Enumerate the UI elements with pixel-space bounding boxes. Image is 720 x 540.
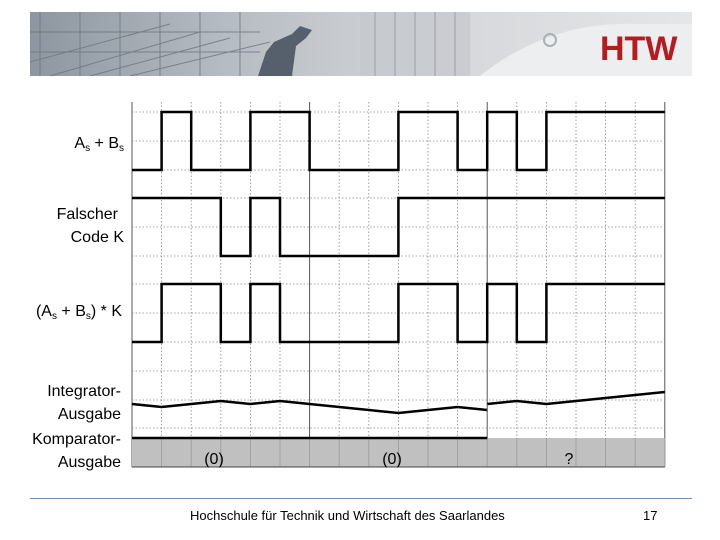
waveform-integrator (132, 392, 665, 413)
label-integrator-ausgabe: Integrator- Ausgabe (47, 383, 121, 423)
comparator-value-3: ? (564, 451, 574, 468)
comparator-value-2: (0) (382, 451, 402, 468)
comparator-value-1: (0) (204, 451, 224, 468)
footer-divider (30, 498, 692, 499)
label-komparator-ausgabe: Komparator- Ausgabe (32, 431, 121, 471)
label-as-plus-bs: $A_s + B_s$ (74, 135, 124, 154)
label-product: $(A_s + B_s) * K$ (35, 303, 122, 322)
label-falscher-code-k: Falscher Code K (56, 206, 124, 246)
page-number: 17 (643, 508, 658, 523)
footer-institution: Hochschule für Technik und Wirtschaft des Saarlandes (190, 508, 505, 523)
htw-logo: HTW (600, 30, 678, 68)
